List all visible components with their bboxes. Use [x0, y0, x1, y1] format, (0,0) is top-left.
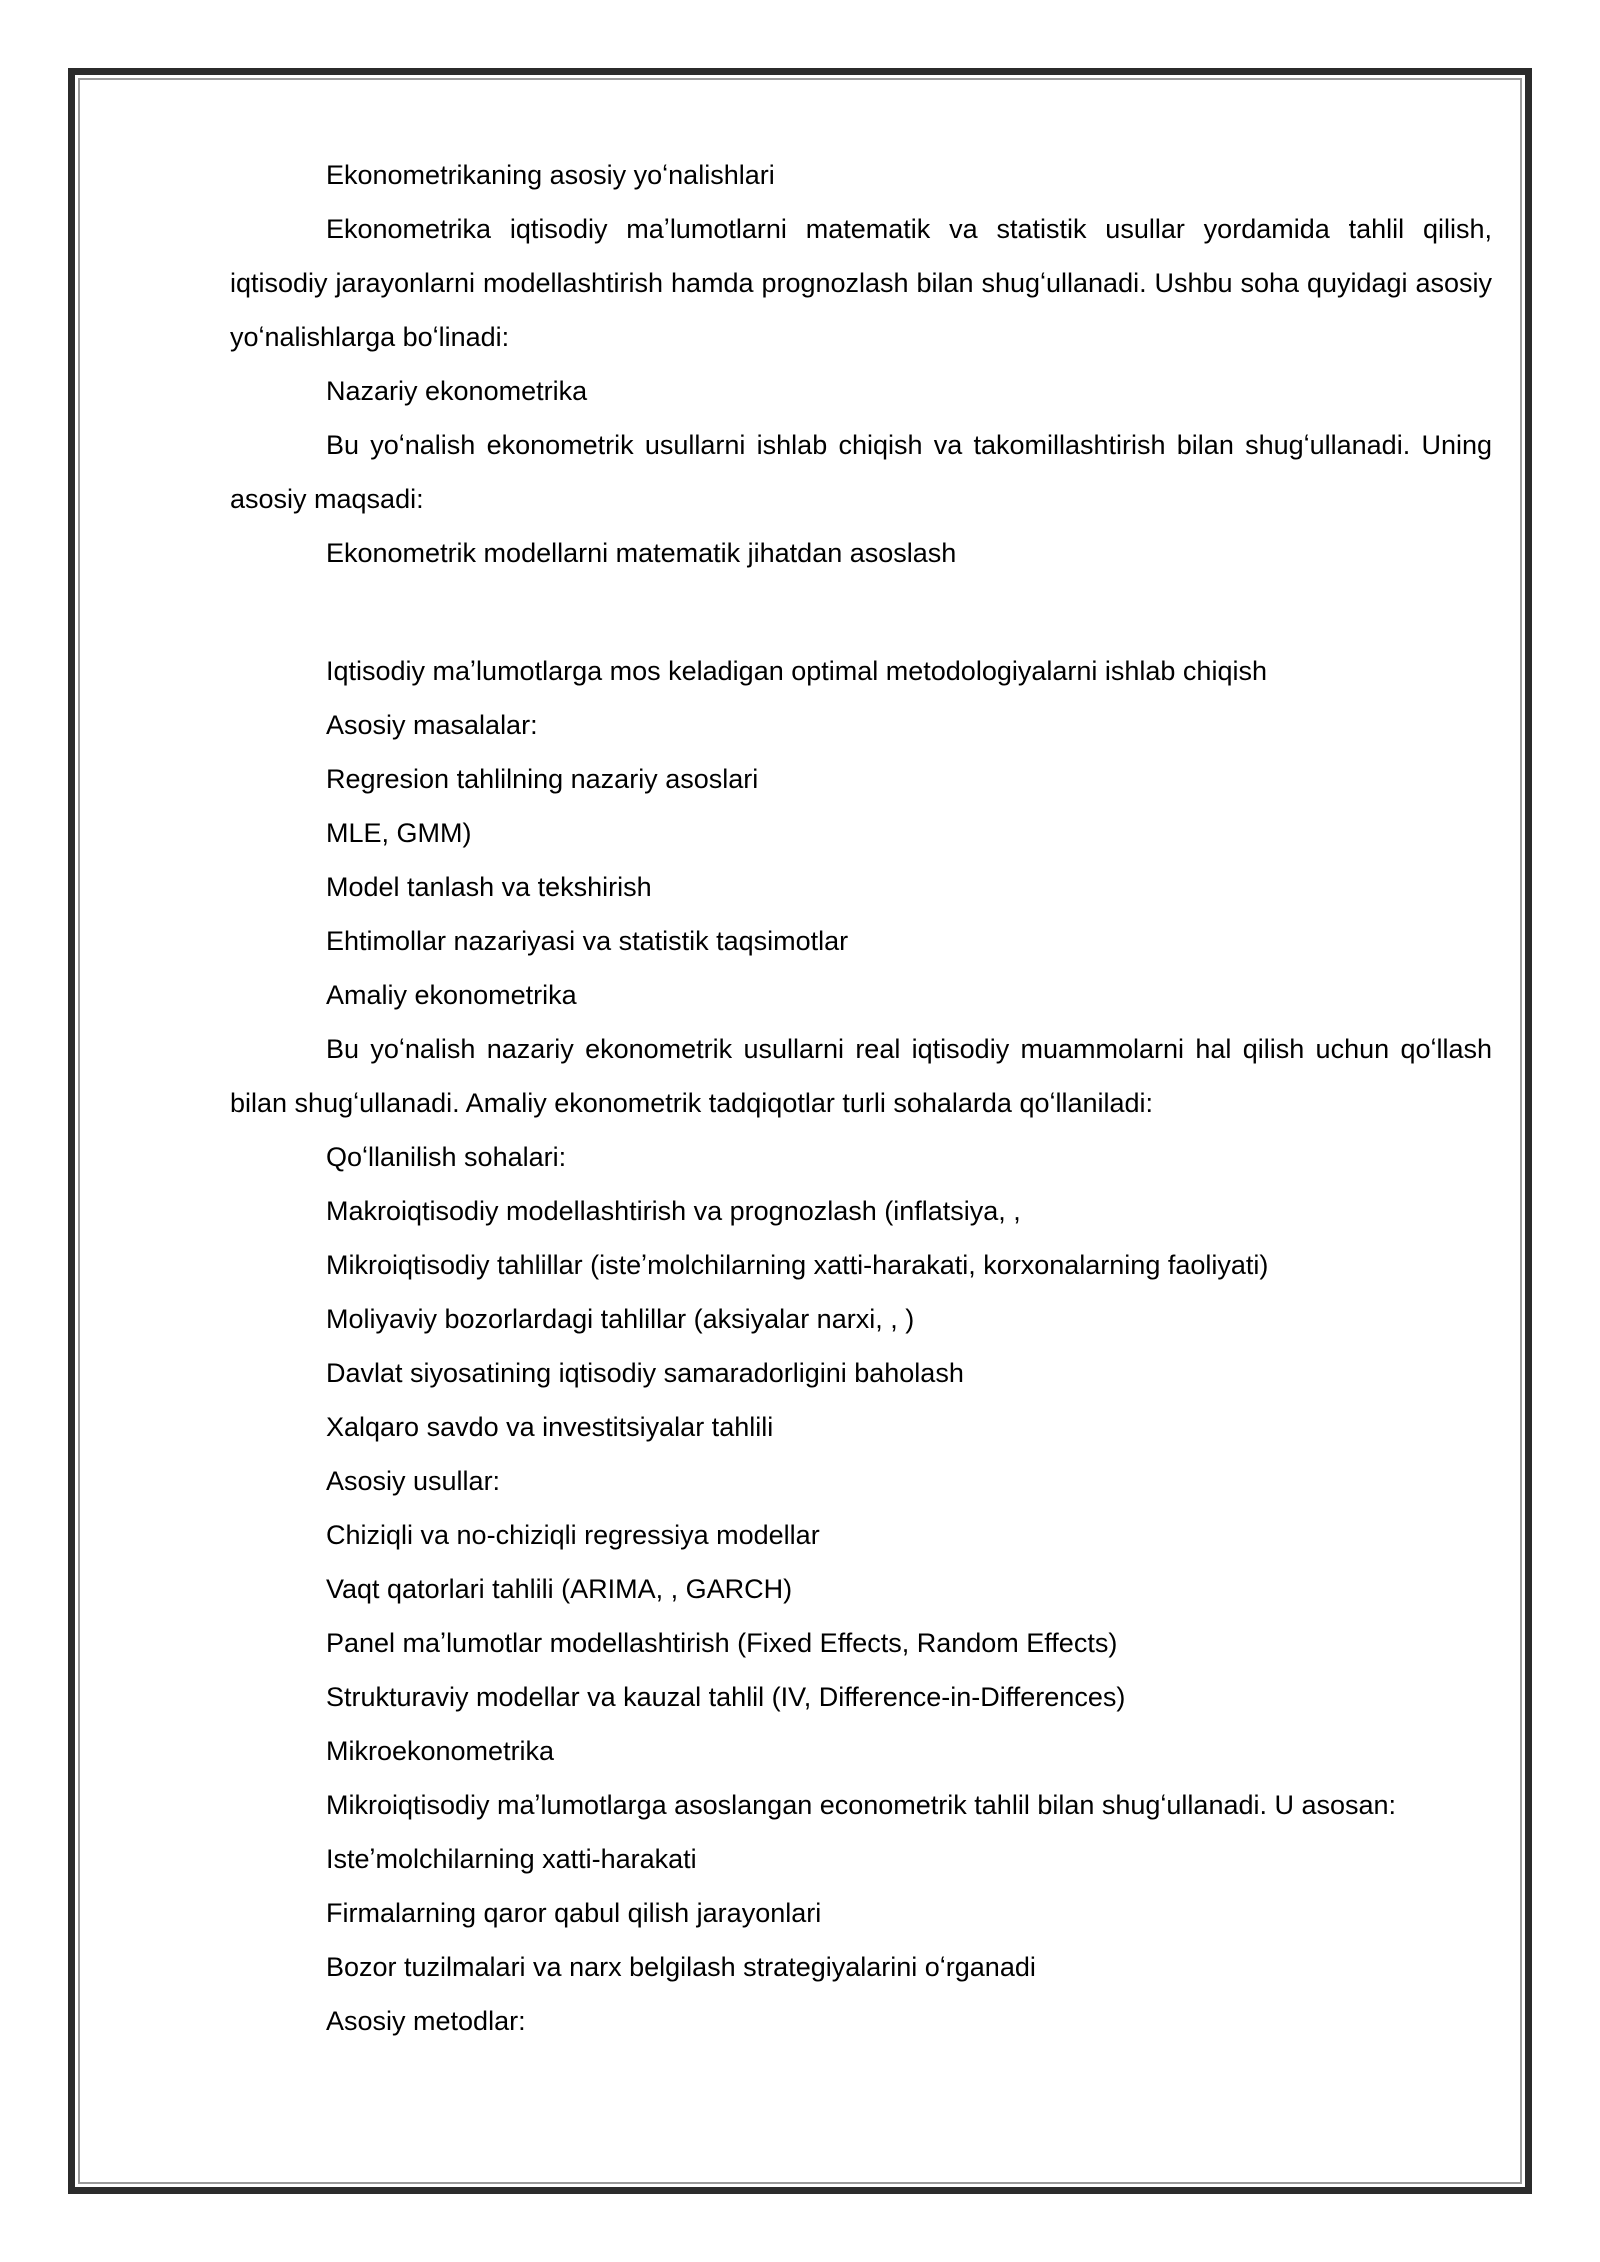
list-item: MLE, GMM) — [326, 818, 472, 848]
document-body — [230, 148, 1492, 2048]
intro-paragraph: Ekonometrika iqtisodiy maʼlumotlarni matematik va statistik usullar yordamida tahlil qilish, iqtisodiy jarayonlarni modellashtirish hamda prognozlash bilan shugʻullanadi. Ushbu soha quyidagi asosiy yoʻnalishlarga boʻlinadi: — [230, 214, 1492, 352]
list-item: Makroiqtisodiy modellashtirish va prognozlash (inflatsiya, , — [326, 1196, 1021, 1226]
list-item: Mikroiqtisodiy tahlillar (isteʼmolchilarning xatti-harakati, korxonalarning faoliyati) — [326, 1250, 1269, 1280]
subheading-main-methods: Asosiy usullar: — [326, 1466, 501, 1496]
section-microeconometrics: Mikroekonometrika — [326, 1736, 555, 1766]
list-item: Davlat siyosatining iqtisodiy samaradorligini baholash — [326, 1358, 964, 1388]
subheading-main-tasks: Asosiy masalalar: — [326, 710, 538, 740]
heading-directions: Ekonometrikaning asosiy yoʻnalishlari — [326, 160, 775, 190]
list-item: Bozor tuzilmalari va narx belgilash strategiyalarini oʻrganadi — [326, 1952, 1036, 1982]
list-item: Strukturaviy modellar va kauzal tahlil (IV, Difference-in-Differences) — [326, 1682, 1126, 1712]
list-item: Iqtisodiy maʼlumotlarga mos keladigan optimal metodologiyalarni ishlab chiqish — [326, 656, 1267, 686]
list-item: Chiziqli va no-chiziqli regressiya modellar — [326, 1520, 820, 1550]
list-item: Vaqt qatorlari tahlili (ARIMA, , GARCH) — [326, 1574, 793, 1604]
theoretical-paragraph: Bu yoʻnalish ekonometrik usullarni ishlab chiqish va takomillashtirish bilan shugʻullanadi. Uning asosiy maqsadi: — [230, 430, 1492, 514]
list-item: Ekonometrik modellarni matematik jihatdan asoslash — [326, 538, 957, 568]
list-item: Ehtimollar nazariyasi va statistik taqsimotlar — [326, 926, 849, 956]
list-item: Panel maʼlumotlar modellashtirish (Fixed Effects, Random Effects) — [326, 1628, 1118, 1658]
section-applied: Amaliy ekonometrika — [326, 980, 577, 1010]
list-item: Isteʼmolchilarning xatti-harakati — [326, 1844, 697, 1874]
list-item: Firmalarning qaror qabul qilish jarayonlari — [326, 1898, 822, 1928]
subheading-main-methodologies: Asosiy metodlar: — [326, 2006, 526, 2036]
micro-paragraph: Mikroiqtisodiy maʼlumotlarga asoslangan econometrik tahlil bilan shugʻullanadi. U asosan: — [326, 1790, 1397, 1820]
subheading-application-areas: Qoʻllanilish sohalari: — [326, 1142, 567, 1172]
list-item: Model tanlash va tekshirish — [326, 872, 652, 902]
list-item: Moliyaviy bozorlardagi tahlillar (aksiyalar narxi, , ) — [326, 1304, 915, 1334]
list-item: Xalqaro savdo va investitsiyalar tahlili — [326, 1412, 774, 1442]
list-item: Regresion tahlilning nazariy asoslari — [326, 764, 759, 794]
section-theoretical: Nazariy ekonometrika — [326, 376, 588, 406]
applied-paragraph: Bu yoʻnalish nazariy ekonometrik usullarni real iqtisodiy muammolarni hal qilish uchun qoʻllash bilan shugʻullanadi. Amaliy ekonometrik tadqiqotlar turli sohalarda qoʻllaniladi: — [230, 1034, 1492, 1118]
